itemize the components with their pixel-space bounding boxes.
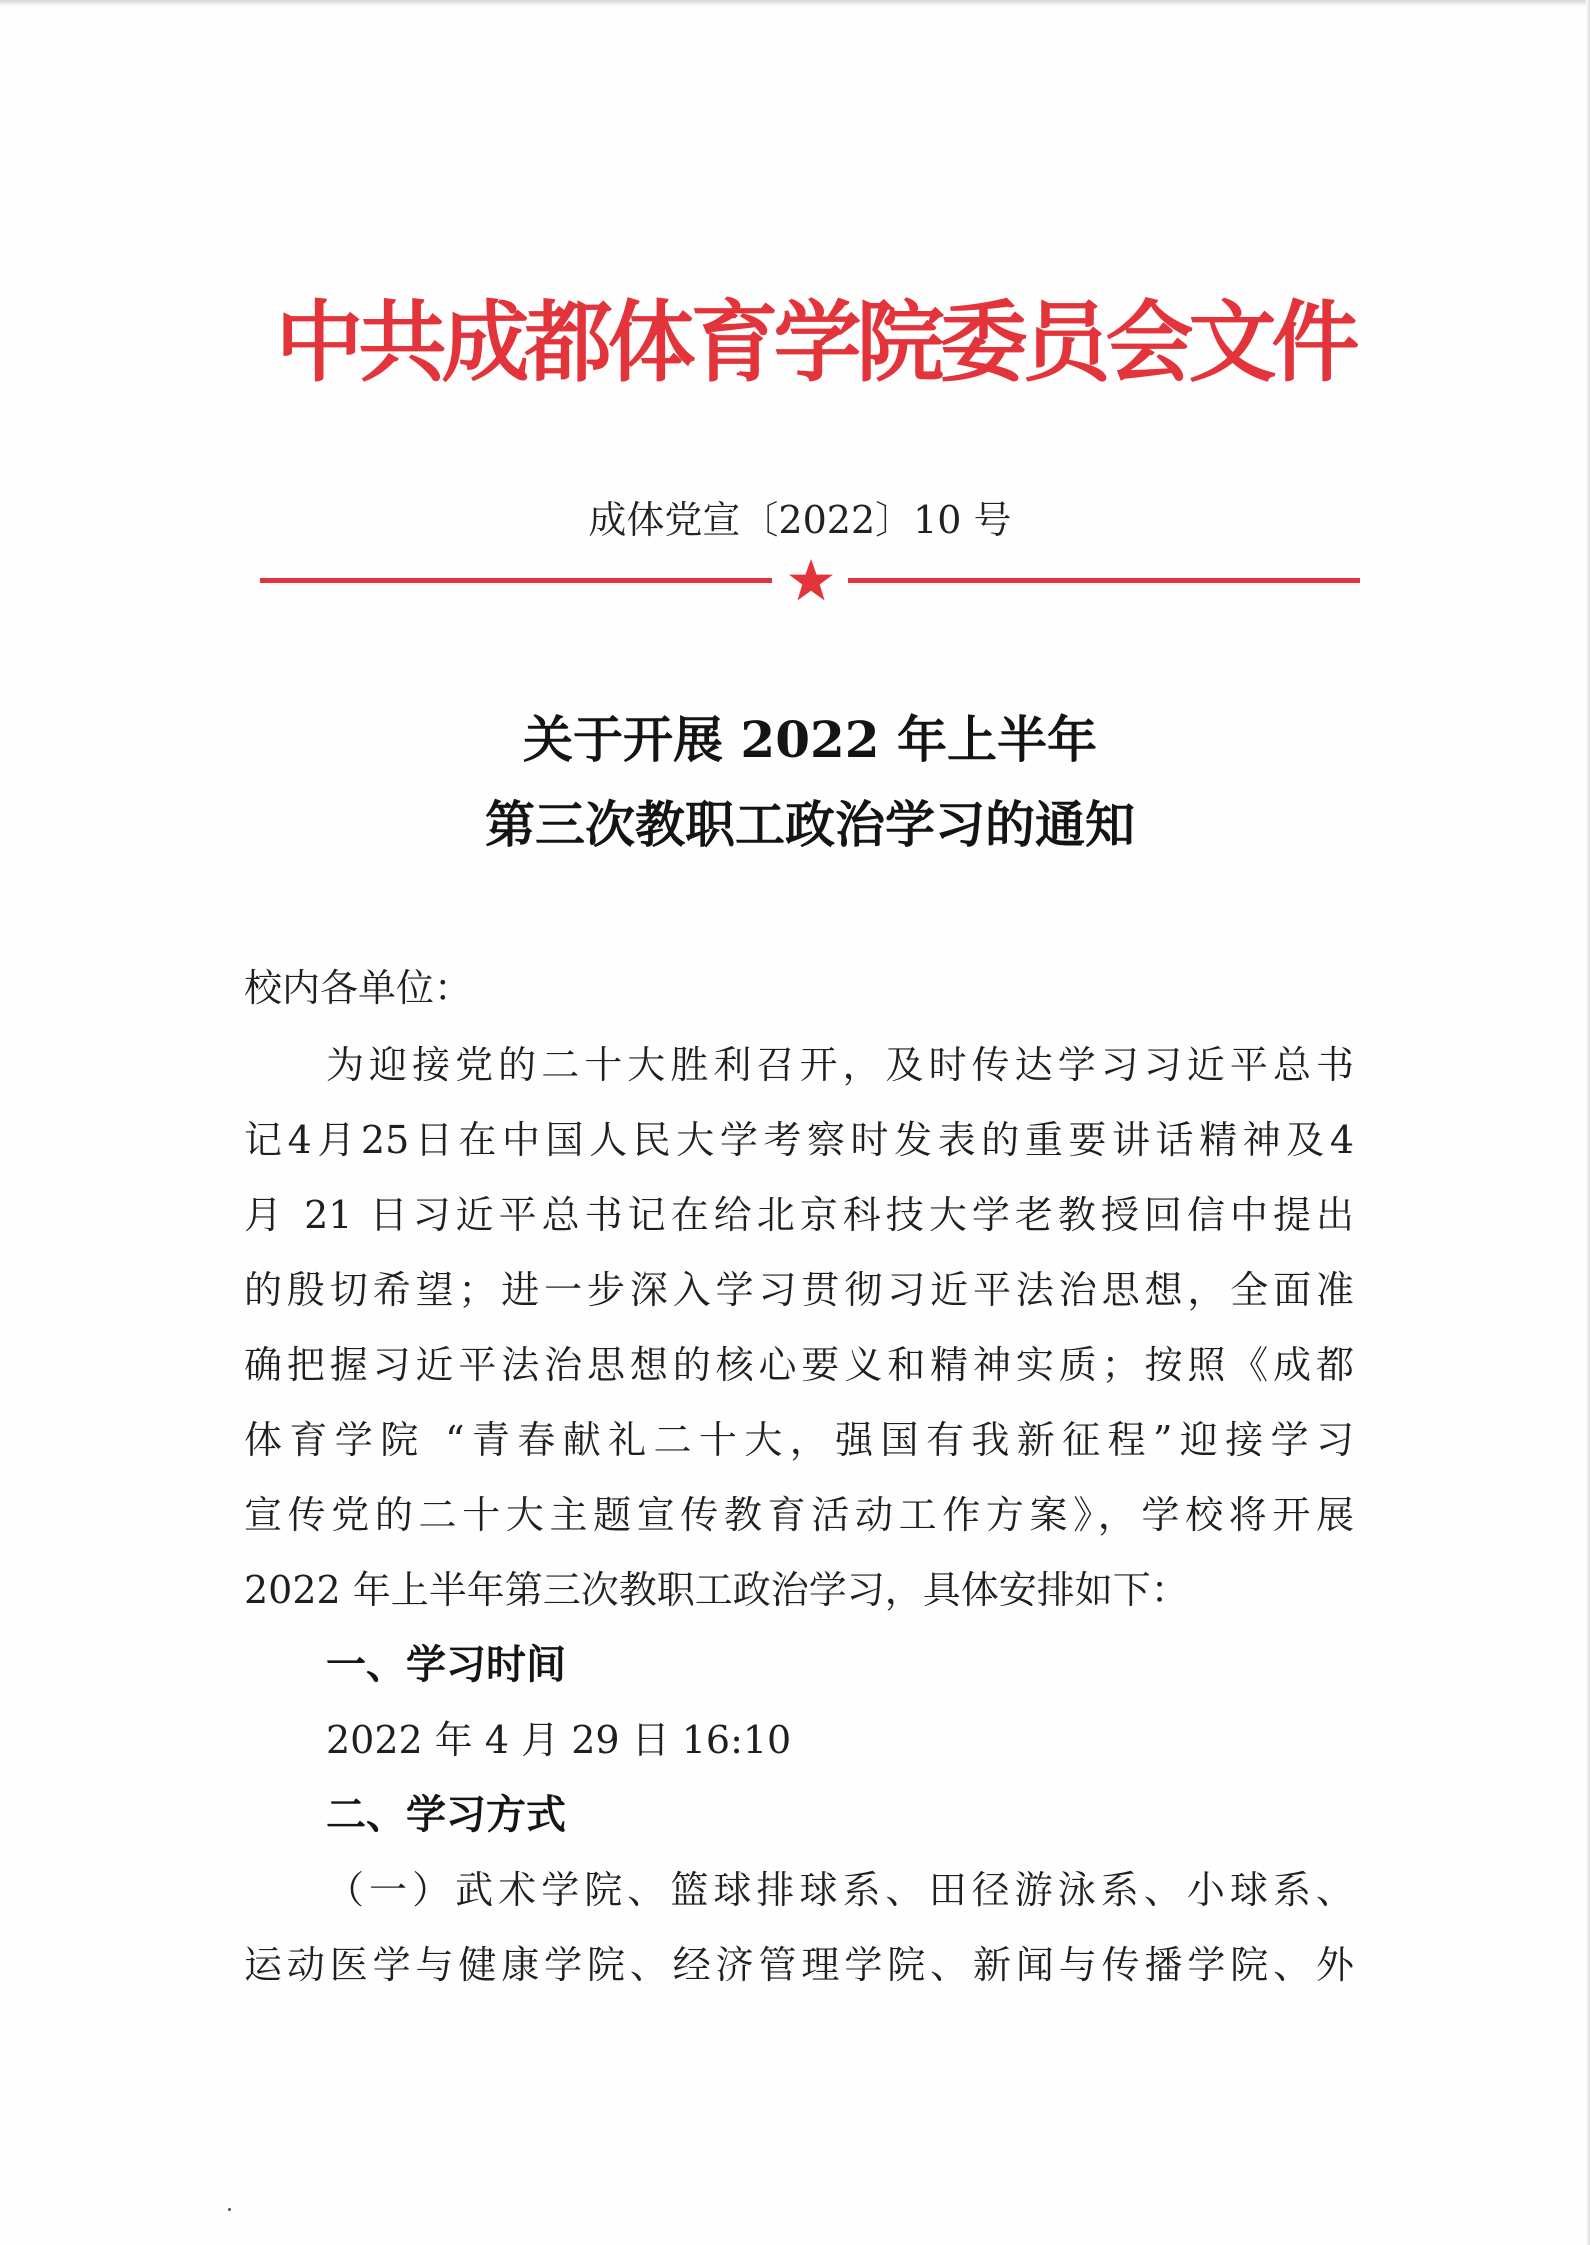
notice-title-line-1: 关于开展 2022 年上半年	[523, 710, 1097, 769]
paragraph-line: 为迎接党的二十大胜利召开，及时传达学习习近平总书	[326, 1043, 1354, 1087]
document-masthead: 中共成都体育学院委员会文件	[275, 290, 1355, 394]
paragraph-line: 的殷切希望；进一步深入学习贯彻习近平法治思想，全面准	[244, 1268, 1354, 1312]
scan-edge	[1586, 0, 1590, 2245]
paragraph-line: 宣传党的二十大主题宣传教育活动工作方案》，学校将开展	[244, 1493, 1354, 1537]
paragraph-line: 月 21 日习近平总书记在给北京科技大学老教授回信中提出	[244, 1193, 1354, 1237]
notice-title-line-2: 第三次教职工政治学习的通知	[485, 795, 1135, 854]
document-number: 成体党宣〔2022〕10 号	[588, 498, 1012, 542]
section-heading-method: 二、学习方式	[326, 1791, 566, 1838]
scan-speck	[228, 2208, 231, 2211]
study-time: 2022 年 4 月 29 日 16:10	[326, 1718, 792, 1762]
paragraph-line: （一）武术学院、篮球排球系、田径游泳系、小球系、	[326, 1868, 1354, 1912]
paragraph-line: 确把握习近平法治思想的核心要义和精神实质；按照《成都	[244, 1343, 1354, 1387]
paragraph-line: 2022 年上半年第三次教职工政治学习，具体安排如下：	[244, 1568, 1189, 1612]
paragraph-line: 记4月25日在中国人民大学考察时发表的重要讲话精神及4	[244, 1118, 1354, 1162]
salutation: 校内各单位：	[244, 966, 473, 1010]
paragraph-line: 运动医学与健康学院、经济管理学院、新闻与传播学院、外	[244, 1943, 1354, 1987]
scan-edge	[0, 0, 1590, 6]
red-separator-rule-right	[848, 578, 1360, 583]
red-separator-rule-left	[260, 578, 772, 583]
star-icon	[787, 556, 835, 604]
section-heading-time: 一、学习时间	[326, 1641, 566, 1688]
paragraph-line: 体育学院 “青春献礼二十大，强国有我新征程”迎接学习	[244, 1418, 1354, 1462]
